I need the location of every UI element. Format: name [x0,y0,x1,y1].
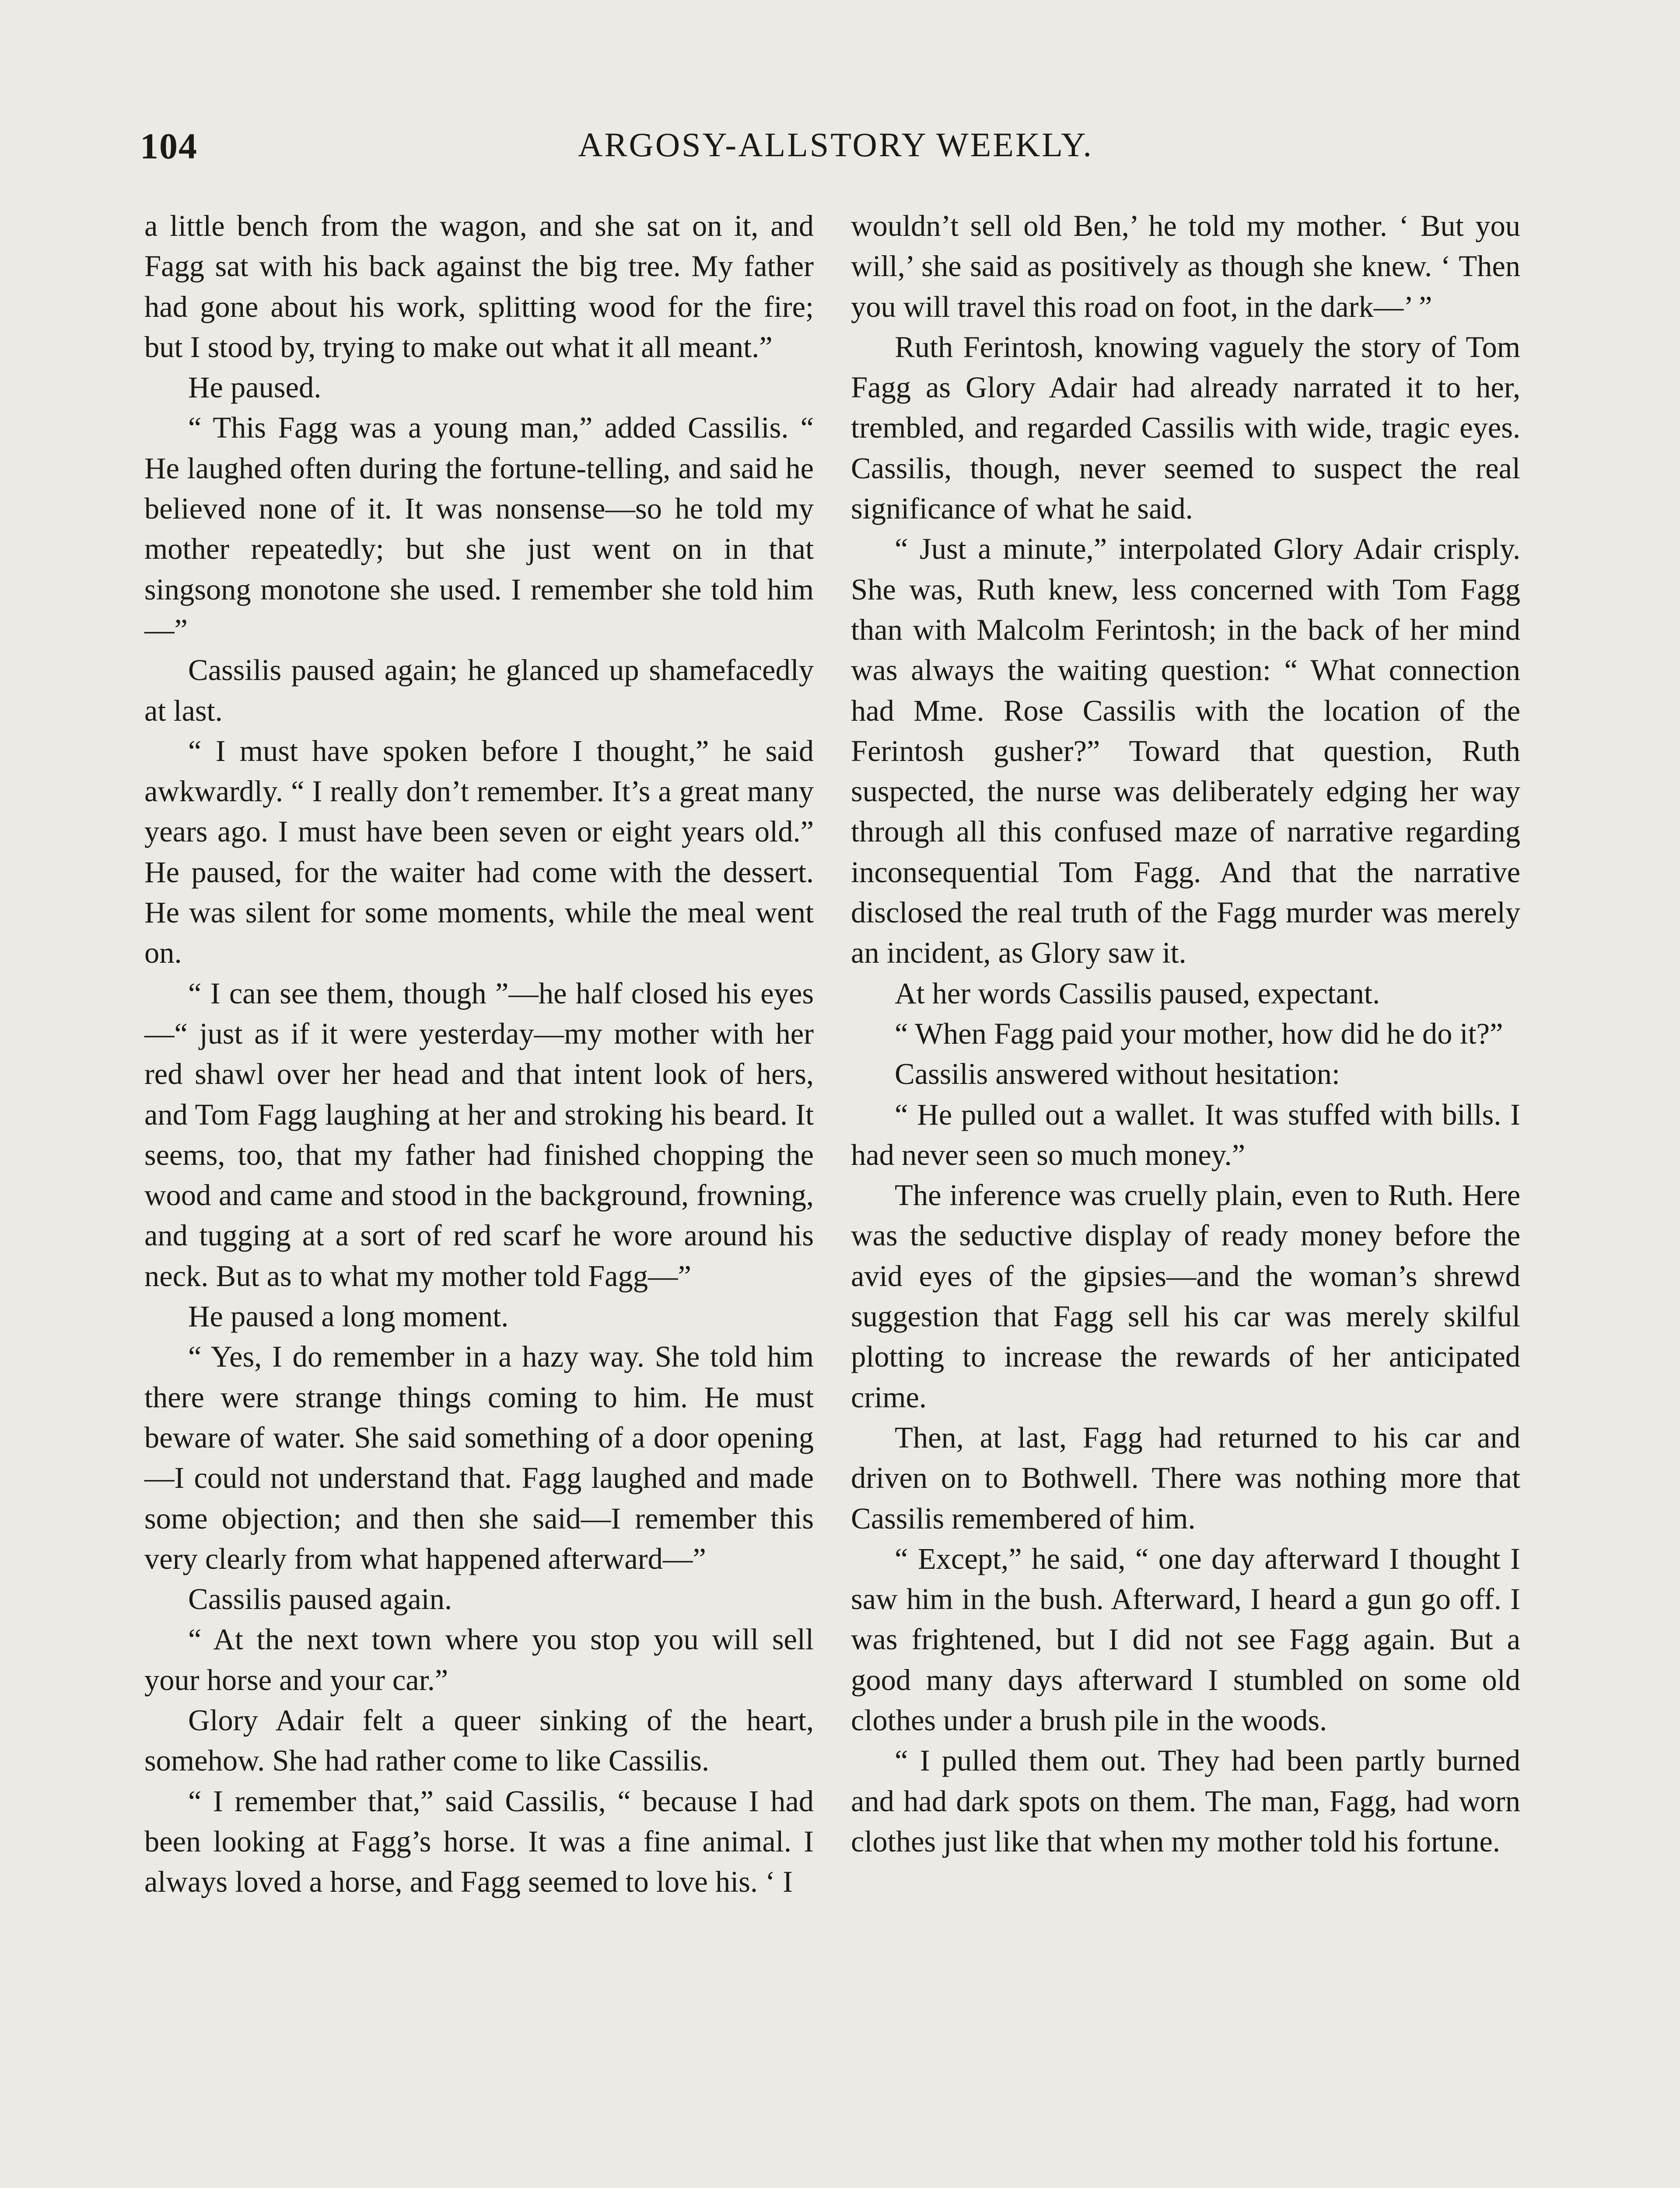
paragraph: He paused. [188,371,322,404]
paragraph: “ Just a minute,” interpolated Glory Adair crisply. She was, Ruth knew, less concerned with Tom Fagg than with Malcolm Ferintosh; in the back of her mind was always the waiting question: “ What connection had Mme. Rose Cassilis with the location of the Ferintosh gusher?” Toward that question, Ruth suspected, the nurse was deliberately edging her way through all this confused maze of narrative regarding inconsequential Tom Fagg. And that the narrative disclosed the real truth of the Fagg murder was merely an incident, as Glory saw it. [851,532,1520,970]
paragraph: Cassilis answered without hesitation: [895,1057,1340,1091]
paragraph: “ I can see them, though ”—he half closed his eyes—“ just as if it were yesterday—my mother with her red shawl over her head and that intent look of hers, and Tom Fagg laughing at her and stroking his beard. It seems, too, that my father had finished chopping the wood and came and stood in the background, frowning, and tugging at a sort of red scarf he wore around his neck. But as to what my mother told Fagg—” [144,976,814,1293]
paragraph: “ When Fagg paid your mother, how did he do it?” [895,1017,1503,1050]
paragraph: Cassilis paused again. [188,1582,452,1616]
page-header [140,125,1531,173]
paragraph: wouldn’t sell old Ben,’ he told my mother. ‘ But you will,’ she said as positively as though she knew. ‘ Then you will travel this road on foot, in the dark—’ ” [851,209,1520,323]
paragraph: “ I must have spoken before I thought,” he said awkwardly. “ I really don’t remember. It’s a great many years ago. I must have been seven or eight years old.” He paused, for the waiter had come with the dessert. He was silent for some moments, while the meal went on. [144,734,814,970]
paragraph: At her words Cassilis paused, expectant. [895,976,1380,1010]
paragraph: “ At the next town where you stop you will sell your horse and your car.” [144,1623,814,1697]
paragraph: He paused a long moment. [188,1300,509,1333]
paragraph: Cassilis paused again; he glanced up shamefacedly at last. [144,653,814,727]
running-title: ARGOSY-ALLSTORY WEEKLY. [578,126,1093,164]
paragraph: Then, at last, Fagg had returned to his car and driven on to Bothwell. There was nothing more that Cassilis remembered of him. [851,1420,1520,1535]
paragraph: “ I pulled them out. They had been partly burned and had dark spots on them. The man, Fagg, had worn clothes just like that when my mother told his fortune. [851,1744,1520,1858]
paragraph: a little bench from the wagon, and she sat on it, and Fagg sat with his back against the big tree. My father had gone about his work, splitting wood for the fire; but I stood by, trying to make out what it all meant.” [144,209,814,364]
paragraph: “ He pulled out a wallet. It was stuffed with bills. I had never seen so much money.” [851,1098,1520,1171]
paragraph: “ I remember that,” said Cassilis, “ because I had been looking at Fagg’s horse. It was a fine animal. I always loved a horse, and Fagg seemed to love his. ‘ I [144,1784,814,1899]
paragraph: “ Yes, I do remember in a hazy way. She told him there were strange things coming to him. He must beware of water. She said something of a door opening—I could not understand that. Fagg laughed and made some objection; and then she said—I remember this very clearly from what happened afterward—” [144,1340,814,1575]
paragraph: “ This Fagg was a young man,” added Cassilis. “ He laughed often during the fortune-telling, and said he believed none of it. It was nonsense—so he told my mother repeatedly; but she just went on in that singsong monotone she used. I remember she told him—” [144,411,814,646]
paragraph: The inference was cruelly plain, even to Ruth. Here was the seductive display of ready money before the avid eyes of the gipsies—and the woman’s shrewd suggestion that Fagg sell his car was merely skilful plotting to increase the rewards of her anticipated crime. [851,1178,1520,1414]
right-column [851,206,1520,1862]
paragraph: Glory Adair felt a queer sinking of the heart, somehow. She had rather come to like Cassilis. [144,1703,814,1778]
paragraph: Ruth Ferintosh, knowing vaguely the story of Tom Fagg as Glory Adair had already narrated it to her, trembled, and regarded Cassilis with wide, tragic eyes. Cassilis, though, never seemed to suspect the real significance of what he said. [851,330,1520,526]
paragraph: “ Except,” he said, “ one day afterward I thought I saw him in the bush. Afterward, I heard a gun go off. I was frightened, but I did not see Fagg again. But a good many days afterward I stumbled on some old clothes under a brush pile in the woods. [851,1542,1520,1737]
left-column [144,206,814,1902]
page-number: 104 [140,126,198,167]
